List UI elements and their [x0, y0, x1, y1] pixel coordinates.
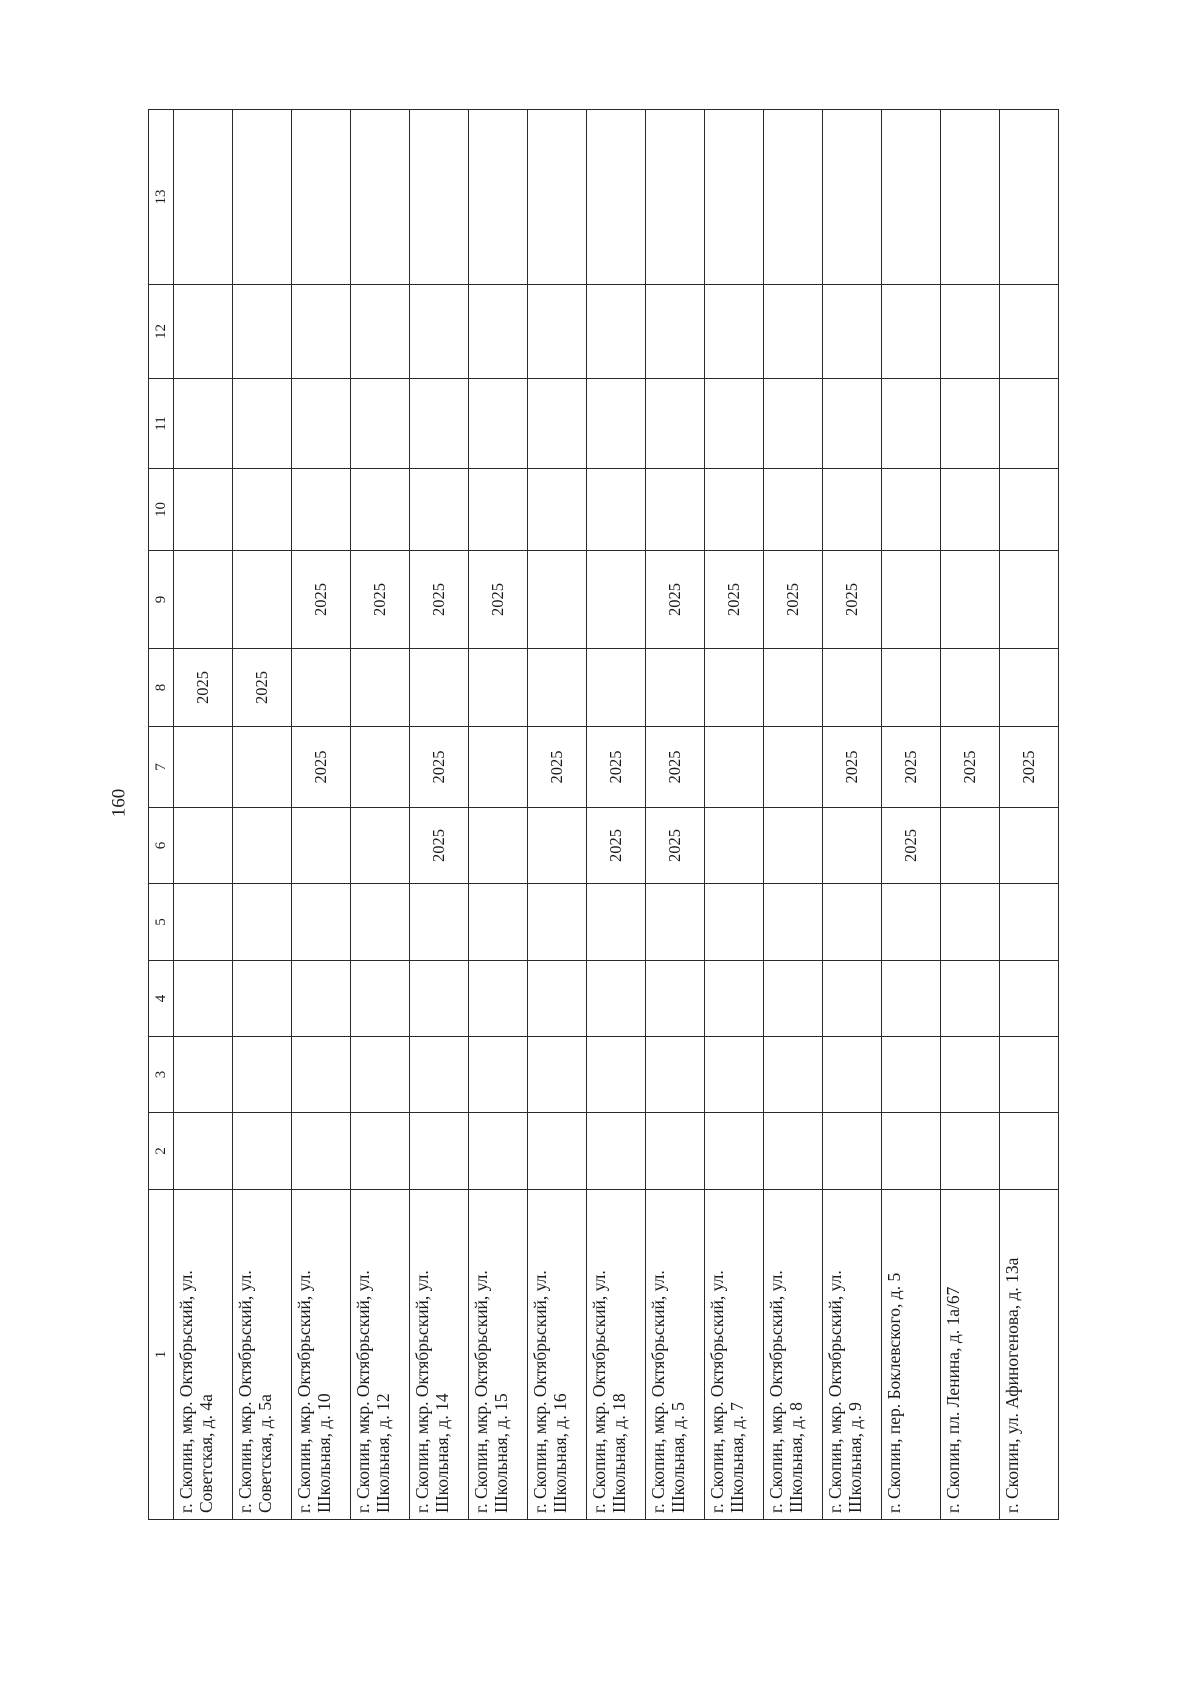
year-cell	[1000, 379, 1059, 469]
address-cell: г. Скопин, мкр. Октябрьский, ул. Школьная, д. 15	[469, 1190, 528, 1520]
year-cell	[823, 961, 882, 1037]
column-header-3: 3	[149, 1037, 174, 1113]
document-table-rotated	[148, 110, 1058, 1520]
year-cell	[174, 884, 233, 961]
column-header-8: 8	[149, 649, 174, 727]
year-cell	[528, 469, 587, 551]
year-cell: 2025	[882, 727, 941, 808]
year-cell	[1000, 1113, 1059, 1190]
table-row	[233, 110, 292, 1520]
year-cell	[528, 884, 587, 961]
year-cell: 2025	[351, 551, 410, 649]
year-cell	[1000, 1037, 1059, 1113]
year-cell	[587, 1037, 646, 1113]
year-cell	[351, 649, 410, 727]
year-cell	[233, 1113, 292, 1190]
year-cell: 2025	[292, 551, 351, 649]
column-header-13: 13	[149, 110, 174, 285]
address-cell: г. Скопин, мкр. Октябрьский, ул. Школьная, д. 14	[410, 1190, 469, 1520]
year-cell	[410, 1037, 469, 1113]
year-cell	[233, 285, 292, 379]
year-cell	[941, 1113, 1000, 1190]
year-cell	[823, 469, 882, 551]
table-row	[941, 110, 1000, 1520]
year-cell	[646, 884, 705, 961]
column-header-11: 11	[149, 379, 174, 469]
year-cell	[233, 727, 292, 808]
column-header-9: 9	[149, 551, 174, 649]
year-cell: 2025	[233, 649, 292, 727]
year-cell	[1000, 961, 1059, 1037]
table-row	[410, 110, 469, 1520]
year-cell	[292, 884, 351, 961]
table-row	[587, 110, 646, 1520]
year-cell	[646, 469, 705, 551]
year-cell	[233, 884, 292, 961]
table-row	[528, 110, 587, 1520]
year-cell	[292, 379, 351, 469]
year-cell: 2025	[646, 551, 705, 649]
column-header-4: 4	[149, 961, 174, 1037]
year-cell	[587, 649, 646, 727]
year-cell	[469, 110, 528, 285]
year-cell	[469, 808, 528, 884]
year-cell	[823, 1037, 882, 1113]
year-cell	[174, 469, 233, 551]
address-cell: г. Скопин, мкр. Октябрьский, ул. Школьная, д. 5	[646, 1190, 705, 1520]
year-cell	[1000, 551, 1059, 649]
year-cell	[233, 808, 292, 884]
table-row	[882, 110, 941, 1520]
year-cell	[941, 469, 1000, 551]
address-cell: г. Скопин, мкр. Октябрьский, ул. Школьная, д. 18	[587, 1190, 646, 1520]
table-row	[705, 110, 764, 1520]
year-cell	[823, 1113, 882, 1190]
year-cell	[646, 110, 705, 285]
year-cell	[469, 884, 528, 961]
year-cell	[351, 808, 410, 884]
year-cell	[705, 808, 764, 884]
year-cell	[882, 1037, 941, 1113]
year-cell	[587, 1113, 646, 1190]
address-cell: г. Скопин, пер. Боклевского, д. 5	[882, 1190, 941, 1520]
year-cell	[233, 961, 292, 1037]
year-cell	[705, 1113, 764, 1190]
table-row	[351, 110, 410, 1520]
year-cell	[587, 379, 646, 469]
year-cell	[528, 379, 587, 469]
year-cell	[941, 649, 1000, 727]
year-cell	[705, 649, 764, 727]
year-cell	[587, 884, 646, 961]
year-cell: 2025	[823, 551, 882, 649]
year-cell	[174, 379, 233, 469]
table-row	[823, 110, 882, 1520]
year-cell: 2025	[646, 727, 705, 808]
year-cell: 2025	[764, 551, 823, 649]
year-cell	[469, 727, 528, 808]
year-cell	[882, 285, 941, 379]
year-cell	[941, 110, 1000, 285]
year-cell	[174, 808, 233, 884]
year-cell	[292, 110, 351, 285]
table-row	[646, 110, 705, 1520]
year-cell	[823, 285, 882, 379]
year-cell	[469, 1037, 528, 1113]
address-cell: г. Скопин, мкр. Октябрьский, ул. Школьная, д. 16	[528, 1190, 587, 1520]
year-cell	[823, 110, 882, 285]
year-cell	[292, 808, 351, 884]
year-cell	[233, 551, 292, 649]
year-cell	[764, 285, 823, 379]
year-cell	[351, 727, 410, 808]
year-cell	[1000, 884, 1059, 961]
year-cell	[882, 110, 941, 285]
year-cell: 2025	[528, 727, 587, 808]
address-cell: г. Скопин, мкр. Октябрьский, ул. Школьная, д. 9	[823, 1190, 882, 1520]
year-cell	[1000, 110, 1059, 285]
year-cell	[233, 379, 292, 469]
year-cell	[351, 1113, 410, 1190]
year-cell	[941, 379, 1000, 469]
year-cell: 2025	[823, 727, 882, 808]
year-cell	[646, 1037, 705, 1113]
column-header-6: 6	[149, 808, 174, 884]
year-cell: 2025	[410, 808, 469, 884]
column-header-2: 2	[149, 1113, 174, 1190]
year-cell	[764, 469, 823, 551]
year-cell	[646, 1113, 705, 1190]
address-cell: г. Скопин, мкр. Октябрьский, ул. Школьная, д. 7	[705, 1190, 764, 1520]
year-cell	[410, 469, 469, 551]
year-cell	[528, 1113, 587, 1190]
table-row	[469, 110, 528, 1520]
year-cell	[587, 285, 646, 379]
year-cell	[351, 961, 410, 1037]
year-cell: 2025	[174, 649, 233, 727]
year-cell	[528, 285, 587, 379]
capital-repair-schedule-table	[148, 109, 1059, 1520]
year-cell	[764, 808, 823, 884]
year-cell	[823, 379, 882, 469]
year-cell	[823, 808, 882, 884]
year-cell	[882, 649, 941, 727]
year-cell	[882, 884, 941, 961]
year-cell	[764, 110, 823, 285]
year-cell	[233, 1037, 292, 1113]
year-cell: 2025	[646, 808, 705, 884]
column-header-12: 12	[149, 285, 174, 379]
year-cell	[174, 551, 233, 649]
year-cell	[528, 808, 587, 884]
year-cell	[705, 727, 764, 808]
year-cell	[764, 649, 823, 727]
year-cell	[410, 110, 469, 285]
table-row	[292, 110, 351, 1520]
column-header-5: 5	[149, 884, 174, 961]
year-cell: 2025	[882, 808, 941, 884]
year-cell	[705, 961, 764, 1037]
year-cell: 2025	[705, 551, 764, 649]
year-cell	[410, 884, 469, 961]
year-cell	[764, 379, 823, 469]
year-cell	[292, 1113, 351, 1190]
year-cell: 2025	[410, 551, 469, 649]
year-cell	[410, 649, 469, 727]
year-cell	[646, 285, 705, 379]
year-cell	[292, 649, 351, 727]
year-cell	[410, 961, 469, 1037]
year-cell	[646, 649, 705, 727]
year-cell	[292, 469, 351, 551]
year-cell	[528, 961, 587, 1037]
year-cell	[587, 110, 646, 285]
year-cell	[882, 1113, 941, 1190]
year-cell: 2025	[410, 727, 469, 808]
year-cell	[1000, 469, 1059, 551]
table-header-row	[149, 110, 174, 1520]
year-cell	[469, 1113, 528, 1190]
year-cell	[764, 884, 823, 961]
year-cell	[351, 110, 410, 285]
year-cell	[882, 469, 941, 551]
year-cell	[764, 961, 823, 1037]
year-cell	[410, 379, 469, 469]
address-cell: г. Скопин, мкр. Октябрьский, ул. Советская, д. 5а	[233, 1190, 292, 1520]
year-cell	[705, 379, 764, 469]
year-cell	[351, 884, 410, 961]
year-cell	[351, 469, 410, 551]
year-cell: 2025	[587, 727, 646, 808]
address-cell: г. Скопин, ул. Афиногенова, д. 13а	[1000, 1190, 1059, 1520]
column-header-1: 1	[149, 1190, 174, 1520]
year-cell	[174, 285, 233, 379]
year-cell	[351, 1037, 410, 1113]
year-cell	[351, 379, 410, 469]
column-header-7: 7	[149, 727, 174, 808]
year-cell	[469, 961, 528, 1037]
year-cell	[823, 884, 882, 961]
year-cell	[587, 551, 646, 649]
year-cell	[1000, 808, 1059, 884]
year-cell	[882, 379, 941, 469]
year-cell	[292, 285, 351, 379]
year-cell	[882, 961, 941, 1037]
table-body	[174, 110, 1059, 1520]
year-cell	[469, 285, 528, 379]
year-cell	[528, 649, 587, 727]
year-cell	[941, 285, 1000, 379]
address-cell: г. Скопин, мкр. Октябрьский, ул. Школьная, д. 12	[351, 1190, 410, 1520]
year-cell	[705, 285, 764, 379]
year-cell	[528, 110, 587, 285]
year-cell	[705, 110, 764, 285]
column-header-10: 10	[149, 469, 174, 551]
table-row	[764, 110, 823, 1520]
year-cell	[646, 961, 705, 1037]
year-cell	[705, 469, 764, 551]
year-cell	[587, 469, 646, 551]
year-cell	[469, 649, 528, 727]
year-cell	[646, 379, 705, 469]
year-cell	[1000, 649, 1059, 727]
table-row	[1000, 110, 1059, 1520]
year-cell: 2025	[941, 727, 1000, 808]
year-cell	[941, 884, 1000, 961]
year-cell	[351, 285, 410, 379]
year-cell	[764, 727, 823, 808]
year-cell	[410, 285, 469, 379]
year-cell	[174, 961, 233, 1037]
year-cell	[941, 961, 1000, 1037]
year-cell	[528, 551, 587, 649]
year-cell: 2025	[1000, 727, 1059, 808]
year-cell: 2025	[587, 808, 646, 884]
year-cell: 2025	[469, 551, 528, 649]
year-cell	[764, 1037, 823, 1113]
address-cell: г. Скопин, мкр. Октябрьский, ул. Школьная, д. 8	[764, 1190, 823, 1520]
year-cell	[941, 808, 1000, 884]
year-cell	[1000, 285, 1059, 379]
year-cell	[469, 469, 528, 551]
address-cell: г. Скопин, пл. Ленина, д. 1а/67	[941, 1190, 1000, 1520]
year-cell	[174, 110, 233, 285]
year-cell	[233, 110, 292, 285]
year-cell	[174, 1037, 233, 1113]
year-cell	[469, 379, 528, 469]
year-cell: 2025	[292, 727, 351, 808]
year-cell	[882, 551, 941, 649]
year-cell	[174, 727, 233, 808]
year-cell	[941, 1037, 1000, 1113]
address-cell: г. Скопин, мкр. Октябрьский, ул. Школьная, д. 10	[292, 1190, 351, 1520]
year-cell	[233, 469, 292, 551]
table-row	[174, 110, 233, 1520]
year-cell	[705, 884, 764, 961]
year-cell	[587, 961, 646, 1037]
year-cell	[292, 1037, 351, 1113]
year-cell	[292, 961, 351, 1037]
address-cell: г. Скопин, мкр. Октябрьский, ул. Советская, д. 4а	[174, 1190, 233, 1520]
year-cell	[941, 551, 1000, 649]
year-cell	[410, 1113, 469, 1190]
year-cell	[764, 1113, 823, 1190]
year-cell	[528, 1037, 587, 1113]
year-cell	[705, 1037, 764, 1113]
page-number: 160	[108, 788, 129, 818]
year-cell	[823, 649, 882, 727]
year-cell	[174, 1113, 233, 1190]
